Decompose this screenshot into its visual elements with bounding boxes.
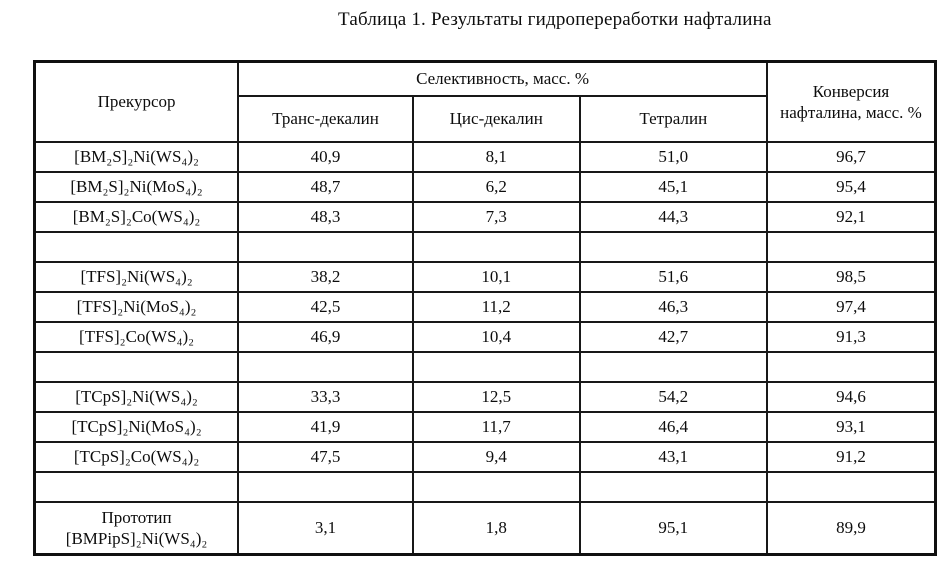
conversion-cell: 91,2 [767, 442, 936, 472]
table-row [35, 322, 936, 352]
cis-decalin-cell: 11,7 [413, 412, 580, 442]
tetralin-cell: 46,4 [580, 412, 767, 442]
conversion-cell: 97,4 [767, 292, 936, 322]
cis-decalin-cell: 10,1 [413, 262, 580, 292]
precursor-cell: [TCpS]₂Ni(WS₄)₂ [35, 382, 239, 412]
table-row [35, 262, 936, 292]
cis-decalin-cell: 1,8 [413, 502, 580, 555]
tetralin-cell: 43,1 [580, 442, 767, 472]
trans-decalin-cell: 33,3 [238, 382, 413, 412]
conversion-cell: 96,7 [767, 142, 936, 172]
results-table [33, 60, 937, 556]
tetralin-cell: 54,2 [580, 382, 767, 412]
prototype-formula: [BMPipS]₂Ni(WS₄)₂ [65, 528, 208, 548]
trans-decalin-cell: 42,5 [238, 292, 413, 322]
tetralin-cell: 45,1 [580, 172, 767, 202]
table-row [35, 442, 936, 472]
conversion-cell: 95,4 [767, 172, 936, 202]
column-header-tetralin: Тетралин [580, 96, 767, 142]
tetralin-cell: 42,7 [580, 322, 767, 352]
spacer-row [35, 232, 936, 262]
precursor-cell [35, 502, 239, 555]
conversion-cell: 94,6 [767, 382, 936, 412]
column-header-selectivity-group: Селективность, масс. % [238, 62, 767, 96]
tetralin-cell: 46,3 [580, 292, 767, 322]
precursor-cell: [TFS]₂Ni(WS₄)₂ [35, 262, 239, 292]
trans-decalin-cell: 47,5 [238, 442, 413, 472]
column-header-conversion: Конверсия нафталина, масс. % [767, 62, 936, 142]
trans-decalin-cell: 41,9 [238, 412, 413, 442]
precursor-cell: [BM₂S]₂Ni(WS₄)₂ [35, 142, 239, 172]
table-row [35, 172, 936, 202]
conversion-cell: 89,9 [767, 502, 936, 555]
precursor-cell: [TFS]₂Co(WS₄)₂ [35, 322, 239, 352]
column-header-cis-decalin: Цис-декалин [413, 96, 580, 142]
table-row-prototype [35, 502, 936, 555]
cis-decalin-cell: 7,3 [413, 202, 580, 232]
trans-decalin-cell: 40,9 [238, 142, 413, 172]
precursor-cell: [TFS]₂Ni(MoS₄)₂ [35, 292, 239, 322]
precursor-cell: [BM₂S]₂Ni(MoS₄)₂ [35, 172, 239, 202]
table-row [35, 412, 936, 442]
cis-decalin-cell: 6,2 [413, 172, 580, 202]
column-header-trans-decalin: Транс-декалин [238, 96, 413, 142]
page-title: Таблица 1. Результаты гидропереработки нафталина [338, 9, 772, 30]
conversion-cell: 93,1 [767, 412, 936, 442]
prototype-label: Прототип [101, 507, 172, 527]
spacer-row [35, 352, 936, 382]
spacer-row [35, 472, 936, 502]
tetralin-cell: 51,6 [580, 262, 767, 292]
table-row [35, 382, 936, 412]
conversion-cell: 91,3 [767, 322, 936, 352]
cis-decalin-cell: 10,4 [413, 322, 580, 352]
trans-decalin-cell: 48,7 [238, 172, 413, 202]
trans-decalin-cell: 48,3 [238, 202, 413, 232]
table-row [35, 142, 936, 172]
tetralin-cell: 44,3 [580, 202, 767, 232]
cis-decalin-cell: 11,2 [413, 292, 580, 322]
cis-decalin-cell: 9,4 [413, 442, 580, 472]
trans-decalin-cell: 38,2 [238, 262, 413, 292]
cis-decalin-cell: 12,5 [413, 382, 580, 412]
conversion-cell: 92,1 [767, 202, 936, 232]
cis-decalin-cell: 8,1 [413, 142, 580, 172]
trans-decalin-cell: 46,9 [238, 322, 413, 352]
column-header-precursor: Прекурсор [35, 62, 239, 142]
tetralin-cell: 51,0 [580, 142, 767, 172]
trans-decalin-cell: 3,1 [238, 502, 413, 555]
precursor-cell: [TCpS]₂Ni(MoS₄)₂ [35, 412, 239, 442]
header-row-group [35, 62, 936, 96]
table-row [35, 292, 936, 322]
conversion-cell: 98,5 [767, 262, 936, 292]
tetralin-cell: 95,1 [580, 502, 767, 555]
precursor-cell: [BM₂S]₂Co(WS₄)₂ [35, 202, 239, 232]
table-row [35, 202, 936, 232]
precursor-cell: [TCpS]₂Co(WS₄)₂ [35, 442, 239, 472]
